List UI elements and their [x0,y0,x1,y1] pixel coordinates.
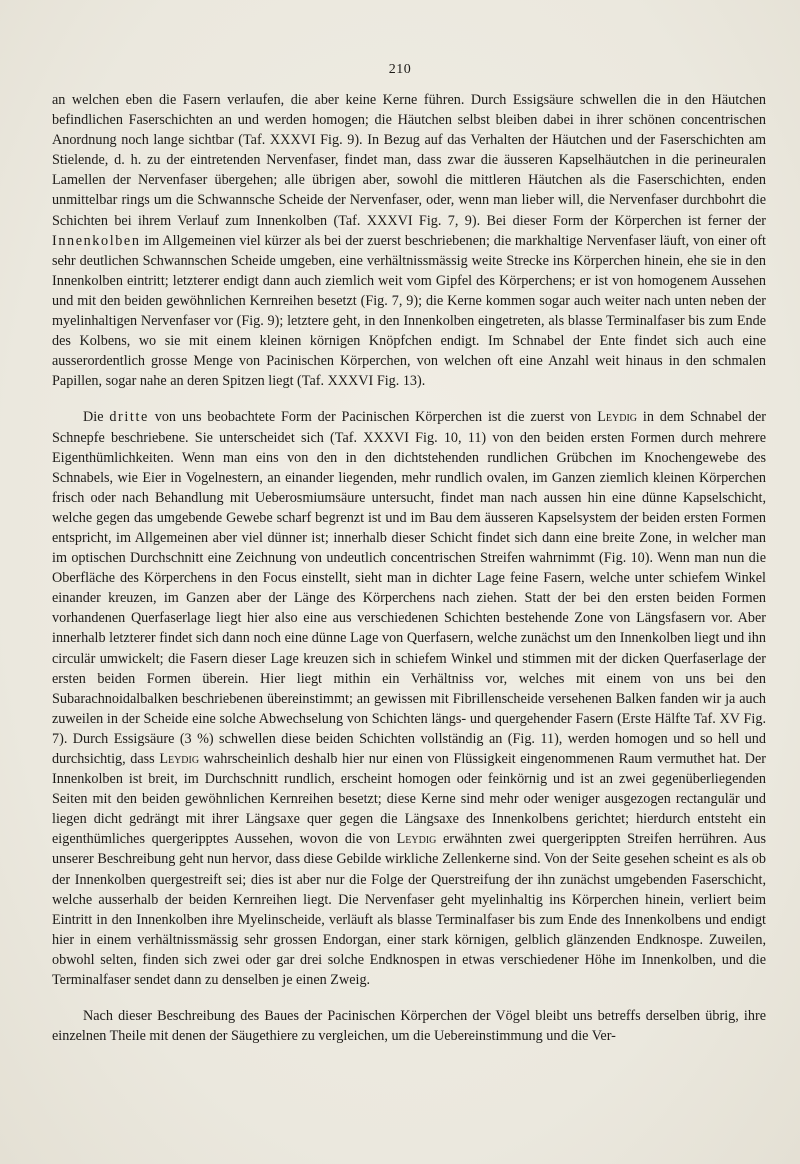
text-segment: Die [83,409,110,426]
paragraph-2 [52,407,766,990]
text-segment: erwähnten zwei quergerippten Streifen herrühren. Aus unserer Beschreibung geht nun hervor, dass diese Gebilde wirkliche Zellenkerne sind. Von der Seite gesehen scheint es als ob der Innenkolben quergestreift sei; dies ist aber nur die Folge der Querstreifung der ihn zunächst umgebenden Faserschicht, welche ausserhalb der beiden Kernreihen liegt. Die Nervenfaser geht myelinhaltig ins Körperchen hinein, verliert beim Eintritt in den Innenkolben ihre Myelinscheide, verläuft als blasse Terminalfaser bis zum Ende des Innenkolbens und endigt hier in einem verhältnissmässig sehr grossen Endorgan, einer stark körnigen, gelblich glänzenden Endknospe. Zuweilen, obwohl selten, finden sich zwei oder gar drei solche Endknospen in etwas verschiedener Höhe im Innenkolben, und die Terminalfaser sendet dann zu denselben je einen Zweig. [52,831,766,989]
author-name: Leydig [396,831,437,848]
paragraph-1 [52,90,766,391]
emphasized-term: dritte [109,409,149,426]
page-number: 210 [388,62,412,77]
author-name: Leydig [159,751,200,767]
author-name: Leydig [597,409,638,426]
paragraph-gap [52,990,766,1006]
text-segment: von uns beobachtete Form der Pacinischen Körperchen ist die zuerst von [148,409,598,426]
text-segment: wahrscheinlich deshalb hier nur einen von Flüssigkeit eingenommenen Raum vermuthet hat. Der Innenkolben ist breit, im Durchschnitt rundlich, erscheint homogen oder feinkörnig und ist an zwei gegenüberliegenden Seiten mit den beiden gewöhnlichen Kernreihen besetzt; diese Kerne sind mehr oder weniger ausgezogen rectangulär und liegen dicht gedrängt mit ihrer Längsaxe quer gegen die Längsaxe des Innenkolbens gerichtet; hierdurch entsteht ein eigenthümliches quergeripptes Aussehen, wovon die von [52,751,766,848]
paragraph-gap [52,391,766,407]
body-text [52,90,766,1046]
emphasized-term: Innenkolben [52,232,141,249]
paragraph-3 [52,1006,766,1046]
text-segment: an welchen eben die Fasern verlaufen, die aber keine Kerne führen. Durch Essigsäure schwellen die in den Häutchen befindlichen Faserschichten an und werden homogen; die Häutchen selbst bleiben dabei in ihrer schönen concentrischen Anordnung noch lange sichtbar (Taf. XXXVI Fig. 9). In Bezug auf das Verhalten der Häutchen und der Faserschichten am Stielende, d. h. zu der eintretenden Nervenfaser, findet man, dass zwar die äusseren Kapselhäutchen in die perineuralen Lamellen der Nervenfaser übergehen; alle übrigen aber, sowohl die mittleren Häutchen als die Faserschichten, enden unmittelbar rings um die Schwannsche Scheide der Nervenfaser, oder, wenn man lieber will, die Nervenfaser durchbohrt die Schichten bei ihrem Verlauf zum Innenkolben (Taf. XXXVI Fig. 7, 9). Bei dieser Form der Körperchen ist ferner der [52,92,766,229]
text-segment: in dem Schnabel der Schnepfe beschriebene. Sie unterscheidet sich (Taf. XXXVI Fig. 10, 11) von den beiden ersten Formen durch mehrere Eigenthümlichkeiten. Wenn man eins von den in den dichtstehenden rundlichen Grübchen im Knochengewebe des Schnabels, wie Eier in Vogelnestern, an einander liegenden, mehr rundlich ovalen, im Ganzen ziemlich kleinen Körperchen frisch oder nach Behandlung mit Ueberosmiumsäure untersucht, findet man nach aussen hin eine dünne Kapselschicht, welche gegen das umgebende Gewebe scharf begrenzt ist und im Bau dem äusseren Kapselsystem der beiden ersten Formen entspricht, im Allgemeinen aber viel dünner ist; innerhalb dieser Schicht findet sich dann eine breite Zone, in welcher man im optischen Durchschnitt eine Zeichnung von undeutlich concentrischen Streifen wahrnimmt (Fig. 10). Wenn man nun die Oberfläche des Körperchens in den Focus einstellt, sieht man in dichter Lage feine Fasern, welche unter schiefem Winkel einander kreuzen, im Ganzen aber der Länge des Körperchens nach ziehen. Statt der bei den ersten beiden Formen vorhandenen Querfaserlage liegt hier also eine aus verschiedenen Schichten bestehende Zone von Längsfasern vor. Aber innerhalb letzterer findet sich dann noch eine dünne Lage von Querfasern, welche zunächst um den Innenkolben liegt und ihn circulär umwickelt; die Fasern dieser Lage kreuzen sich in schiefem Winkel und stimmen mit der dicken Querfaserlage der ersten beiden Formen überein. Hier liegt mithin ein Verhältniss vor, welches mit einem von uns bei den Subarachnoidalbalken beschriebenen übereinstimmt; an gewissen mit Fibrillenscheide versehenen Balken fanden wir ja auch zuweilen in der Scheide eine solche Abwechselung von Schichten längs- und quergehender Fasern (Erste Hälfte Taf. XV Fig. 7). Durch Essigsäure (3 %) schwellen diese beiden Schichten vollständig an (Fig. 11), werden homogen und so hell und durchsichtig, dass [52,409,766,767]
text-segment: Nach dieser Beschreibung des Baues der Pacinischen Körperchen der Vögel bleibt uns betreffs derselben übrig, ihre einzelnen Theile mit denen der Säugethiere zu vergleichen, um die Uebereinstimmung und die Ver- [52,1008,766,1045]
text-segment: im Allgemeinen viel kürzer als bei der zuerst beschriebenen; die markhaltige Nervenfaser läuft, von einer oft sehr deutlichen Schwannschen Scheide umgeben, eine verhältnissmässig weite Strecke ins Körperchen hinein, ehe sie in den Innenkolben eintritt; letzterer endigt dann auch ziemlich weit vom Gipfel des Körperchens; er ist von homogenem Aussehen und mit den beiden gewöhnlichen Kernreihen besetzt (Fig. 7, 9); die Kerne kommen sogar auch weiter nach unten neben der myelinhaltigen Nervenfaser vor (Fig. 9); letztere geht, in den Innenkolben eingetreten, als blasse Terminalfaser bis zum Ende des Kolbens, wo sie mit einem kleinen körnigen Knöpfchen endigt. Im Schnabel der Ente findet sich auch eine ausserordentlich grosse Menge von Pacinischen Körperchen, von welchen oft eine Anzahl weit hinaus in den schmalen Papillen, sogar nahe an deren Spitzen liegt (Taf. XXXVI Fig. 13). [52,232,766,390]
